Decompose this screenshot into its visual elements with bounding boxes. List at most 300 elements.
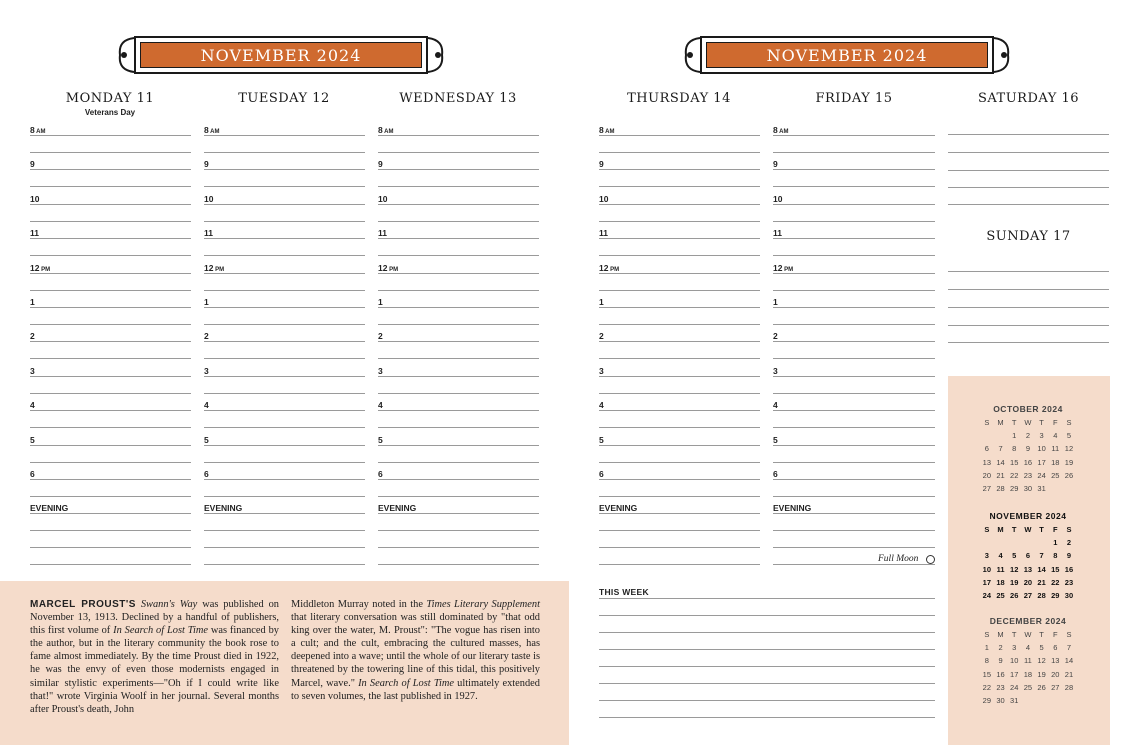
- writing-line: [30, 445, 191, 446]
- writing-line: [773, 564, 935, 565]
- writing-line: [204, 513, 365, 514]
- writing-line: [30, 290, 191, 291]
- writing-line: [599, 324, 760, 325]
- calendar-day: 30: [1064, 591, 1074, 601]
- calendar-day: 8: [984, 656, 989, 666]
- weekday-initial: T: [1039, 525, 1044, 534]
- calendar-day: 16: [1023, 457, 1033, 467]
- writing-line: [30, 376, 191, 377]
- writing-line: [773, 513, 935, 514]
- hour-label: 11: [773, 228, 782, 239]
- writing-line: [378, 221, 539, 222]
- calendar-title: NOVEMBER 2024: [989, 511, 1067, 521]
- calendar-day: 6: [1025, 551, 1030, 561]
- writing-line: [204, 186, 365, 187]
- calendar-day: 14: [996, 457, 1005, 467]
- hour-label: 12 PM: [30, 262, 51, 273]
- hour-label: 10: [30, 193, 40, 204]
- writing-line: [204, 427, 365, 428]
- writing-line: [204, 290, 365, 291]
- writing-line: [599, 632, 935, 633]
- note-title-2: In Search of Lost Time: [113, 625, 208, 637]
- writing-line: [378, 547, 539, 548]
- writing-line: [599, 273, 760, 274]
- calendar-day: 21: [1064, 669, 1074, 679]
- writing-line: [599, 717, 935, 718]
- calendar-day: 5: [1039, 643, 1044, 653]
- hour-label: 11: [378, 228, 387, 239]
- calendar-day: 24: [982, 591, 992, 601]
- writing-line: [204, 393, 365, 394]
- calendar-day: 18: [996, 577, 1005, 587]
- hour-label: 3: [30, 365, 35, 376]
- writing-line: [30, 135, 191, 136]
- writing-line: [773, 221, 935, 222]
- writing-line: [599, 358, 760, 359]
- writing-line: [599, 513, 760, 514]
- writing-line: [599, 376, 760, 377]
- hour-label: 12 PM: [773, 262, 794, 273]
- writing-line: [378, 445, 539, 446]
- calendar-day: [1007, 536, 1021, 549]
- calendar-day: [994, 429, 1008, 442]
- writing-line: [378, 238, 539, 239]
- writing-line: [378, 169, 539, 170]
- calendar-day: 28: [996, 484, 1005, 494]
- hour-label: 2: [204, 331, 209, 342]
- weekday-initial: S: [984, 630, 990, 639]
- writing-line: [599, 649, 935, 650]
- writing-line: [773, 186, 935, 187]
- calendar-day: 6: [1053, 643, 1058, 653]
- calendar-day: 11: [1024, 656, 1032, 666]
- calendar-day: 19: [1037, 669, 1046, 679]
- mini-calendar-october: [980, 404, 1076, 495]
- weekday-initial: W: [1024, 525, 1032, 534]
- calendar-day: 20: [1051, 669, 1060, 679]
- calendar-day: [1021, 536, 1035, 549]
- hour-label: 3: [204, 365, 209, 376]
- weekday-initial: T: [1039, 418, 1044, 427]
- calendar-day: 15: [1010, 457, 1019, 467]
- writing-line: [773, 410, 935, 411]
- sunday-notes[interactable]: [948, 262, 1109, 352]
- calendar-day: 2: [998, 643, 1003, 653]
- left-banner-title: NOVEMBER 2024: [140, 42, 422, 68]
- writing-line: [948, 289, 1109, 290]
- note-text-1b: was financed by the author, but in the literary community the book rose to fame almost immediately. By the time Proust died in 1922, he was the envy of even those modernists engaged in similar stylistic experiments—"Oh if I could write like that!" wrote Virginia Woolf in her journal. Several months after Proust's death, John: [30, 625, 279, 715]
- hour-label: 8 AM: [30, 125, 46, 135]
- day-column-thursday[interactable]: [599, 124, 760, 569]
- hour-label: 9: [599, 159, 604, 170]
- calendar-day: 17: [982, 577, 992, 587]
- hour-label: 12 PM: [378, 262, 399, 273]
- weekday-initial: S: [1066, 630, 1072, 639]
- mini-calendar-november: [980, 511, 1076, 602]
- writing-line: [378, 186, 539, 187]
- writing-line: [30, 169, 191, 170]
- writing-line: [599, 427, 760, 428]
- calendar-day: 30: [1023, 484, 1033, 494]
- hour-label: 2: [30, 331, 35, 342]
- calendar-day: 16: [996, 669, 1005, 679]
- note-text-2c: ultimately extended to seven volumes, the last published in 1927.: [291, 677, 540, 702]
- writing-line: [378, 358, 539, 359]
- writing-line: [204, 169, 365, 170]
- writing-line: [204, 376, 365, 377]
- weekday-initial: T: [1011, 630, 1017, 639]
- calendar-day: 4: [998, 551, 1003, 561]
- hour-label: 6: [30, 469, 35, 479]
- calendar-day: 19: [1064, 457, 1074, 467]
- calendar-day: 4: [1053, 431, 1058, 441]
- hour-label: 6: [204, 469, 209, 479]
- writing-line: [204, 324, 365, 325]
- hour-label: 1: [773, 297, 778, 307]
- writing-line: [773, 358, 935, 359]
- note-title-1: Swann's Way: [140, 599, 198, 610]
- hour-label: 2: [378, 331, 383, 342]
- calendar-day: 7: [1039, 551, 1044, 561]
- calendar-day: 24: [1037, 470, 1046, 480]
- writing-line: [204, 204, 365, 205]
- calendar-day: 4: [1025, 643, 1030, 653]
- writing-line: [773, 204, 935, 205]
- writing-line: [378, 427, 539, 428]
- mini-calendar-december: [980, 616, 1076, 707]
- writing-line: [773, 547, 935, 548]
- day-header-friday: FRIDAY 15: [815, 91, 893, 106]
- calendar-day: 27: [1023, 591, 1033, 601]
- writing-line: [773, 324, 935, 325]
- writing-line: [948, 152, 1109, 153]
- calendar-day: 2: [1066, 538, 1072, 548]
- hour-label: 5: [378, 434, 383, 445]
- writing-line: [773, 255, 935, 256]
- hour-label: 3: [599, 365, 604, 376]
- hour-label: 9: [30, 159, 35, 170]
- writing-line: [30, 341, 191, 342]
- calendar-day: [1062, 694, 1076, 707]
- calendar-title: OCTOBER 2024: [993, 404, 1063, 414]
- day-header-tuesday: TUESDAY 12: [238, 91, 330, 106]
- hour-label: 9: [773, 159, 778, 170]
- writing-line: [378, 393, 539, 394]
- writing-line: [204, 462, 365, 463]
- hour-label: 1: [30, 297, 35, 307]
- writing-line: [378, 513, 539, 514]
- hour-label: 4: [378, 400, 383, 411]
- writing-line: [30, 204, 191, 205]
- weekday-initial: S: [1066, 418, 1072, 427]
- this-week-notes[interactable]: [599, 598, 935, 723]
- writing-line: [204, 152, 365, 153]
- writing-line: [599, 547, 760, 548]
- calendar-day: [994, 536, 1008, 549]
- day-column-tuesday[interactable]: [204, 124, 365, 569]
- calendar-day: 3: [984, 551, 989, 561]
- writing-line: [378, 530, 539, 531]
- hour-label: 5: [204, 434, 209, 445]
- writing-line: [204, 273, 365, 274]
- right-banner-title: NOVEMBER 2024: [706, 42, 988, 68]
- writing-line: [599, 666, 935, 667]
- day-column-monday[interactable]: [30, 124, 191, 569]
- hour-label: 4: [204, 400, 209, 411]
- calendar-day: 22: [982, 682, 992, 692]
- writing-line: [378, 324, 539, 325]
- writing-line: [599, 598, 935, 599]
- calendar-day: 22: [1010, 470, 1019, 480]
- writing-line: [204, 255, 365, 256]
- writing-line: [30, 410, 191, 411]
- calendar-day: 2: [1025, 431, 1030, 441]
- writing-line: [378, 204, 539, 205]
- calendar-day: 29: [1010, 484, 1019, 494]
- saturday-notes[interactable]: [948, 124, 1109, 214]
- calendar-day: 7: [1066, 643, 1072, 653]
- calendar-day: 20: [1023, 577, 1033, 587]
- writing-line: [599, 462, 760, 463]
- hour-label: 4: [30, 400, 35, 411]
- note-title-4: In Search of Lost Time: [358, 677, 455, 689]
- writing-line: [30, 479, 191, 480]
- writing-line: [30, 238, 191, 239]
- calendar-day: 5: [1012, 551, 1017, 561]
- calendar-day: 25: [1023, 682, 1033, 692]
- writing-line: [599, 615, 935, 616]
- calendar-day: 13: [1023, 564, 1033, 574]
- calendar-day: [980, 429, 994, 442]
- calendar-day: 17: [1037, 457, 1046, 467]
- note-lead: MARCEL PROUST'S: [30, 599, 136, 610]
- writing-line: [30, 255, 191, 256]
- writing-line: [599, 393, 760, 394]
- weekday-initial: S: [984, 418, 990, 427]
- calendar-day: [1035, 694, 1049, 707]
- day-column-friday[interactable]: [773, 124, 935, 569]
- hour-label: 4: [599, 400, 604, 411]
- writing-line: [773, 290, 935, 291]
- writing-line: [599, 238, 760, 239]
- calendar-day: 26: [1037, 682, 1046, 692]
- writing-line: [30, 273, 191, 274]
- hour-label: 5: [599, 434, 604, 445]
- writing-line: [30, 324, 191, 325]
- hour-label: 11: [204, 228, 213, 239]
- calendar-day: 5: [1066, 431, 1072, 441]
- writing-line: [204, 135, 365, 136]
- writing-line: [773, 479, 935, 480]
- evening-label: EVENING: [30, 503, 69, 514]
- evening-label: EVENING: [773, 503, 812, 514]
- weekday-initial: M: [997, 418, 1004, 427]
- writing-line: [948, 187, 1109, 188]
- writing-line: [599, 479, 760, 480]
- writing-line: [30, 221, 191, 222]
- note-column-2: [291, 598, 540, 703]
- weekday-initial: W: [1024, 418, 1032, 427]
- writing-line: [204, 496, 365, 497]
- writing-line: [773, 445, 935, 446]
- calendar-day: 9: [1025, 444, 1030, 454]
- writing-line: [30, 564, 191, 565]
- calendar-day: 31: [1010, 696, 1019, 706]
- hour-label: 8 AM: [599, 125, 615, 135]
- writing-line: [948, 271, 1109, 272]
- calendar-day: 13: [1051, 656, 1060, 666]
- calendar-day: 11: [1051, 444, 1060, 454]
- day-header-wednesday: WEDNESDAY 13: [399, 91, 517, 106]
- calendar-day: 18: [1051, 457, 1060, 467]
- writing-line: [378, 564, 539, 565]
- writing-line: [30, 307, 191, 308]
- writing-line: [599, 564, 760, 565]
- writing-line: [204, 564, 365, 565]
- calendar-day: 8: [1053, 551, 1058, 561]
- weekday-initial: F: [1052, 525, 1058, 534]
- writing-line: [378, 376, 539, 377]
- writing-line: [378, 290, 539, 291]
- writing-line: [773, 427, 935, 428]
- calendar-day: 14: [1037, 564, 1046, 574]
- calendar-day: 23: [996, 682, 1005, 692]
- writing-line: [773, 376, 935, 377]
- evening-label: EVENING: [204, 503, 243, 514]
- weekday-initial: T: [1039, 630, 1044, 639]
- writing-line: [599, 445, 760, 446]
- weekday-initial: F: [1052, 630, 1058, 639]
- right-month-banner: [680, 30, 1014, 80]
- writing-line: [378, 410, 539, 411]
- calendar-day: [1035, 536, 1049, 549]
- writing-line: [773, 341, 935, 342]
- writing-line: [378, 135, 539, 136]
- hour-label: 10: [599, 193, 609, 204]
- calendar-day: 12: [1010, 564, 1019, 574]
- writing-line: [378, 273, 539, 274]
- calendar-day: [1048, 482, 1062, 495]
- writing-line: [599, 307, 760, 308]
- note-column-1: [30, 598, 279, 716]
- writing-line: [773, 169, 935, 170]
- hour-label: 5: [773, 434, 778, 445]
- writing-line: [378, 255, 539, 256]
- writing-line: [599, 496, 760, 497]
- calendar-day: 26: [1010, 591, 1019, 601]
- hour-label: 6: [773, 469, 778, 479]
- writing-line: [204, 410, 365, 411]
- hour-label: 6: [599, 469, 604, 479]
- calendar-day: [1062, 482, 1076, 495]
- calendar-day: [980, 536, 994, 549]
- hour-label: 2: [773, 331, 778, 342]
- hour-label: 2: [599, 331, 604, 342]
- writing-line: [948, 204, 1109, 205]
- calendar-day: 3: [1039, 431, 1044, 441]
- hour-label: 1: [378, 297, 383, 307]
- calendar-day: 6: [984, 444, 989, 454]
- writing-line: [30, 513, 191, 514]
- writing-line: [599, 204, 760, 205]
- writing-line: [378, 496, 539, 497]
- writing-line: [204, 238, 365, 239]
- weekday-initial: S: [984, 525, 990, 534]
- writing-line: [948, 307, 1109, 308]
- weekday-initial: T: [1011, 418, 1017, 427]
- day-header-saturday: SATURDAY 16: [977, 91, 1080, 106]
- hour-label: 1: [204, 297, 209, 307]
- calendar-day: 29: [1051, 591, 1060, 601]
- hour-label: 4: [773, 400, 778, 411]
- hour-label: 12 PM: [599, 262, 620, 273]
- weekday-initial: W: [1024, 630, 1032, 639]
- calendar-day: 27: [982, 484, 992, 494]
- writing-line: [378, 152, 539, 153]
- calendar-day: 17: [1010, 669, 1019, 679]
- calendar-day: 22: [1051, 577, 1060, 587]
- hour-label: 9: [204, 159, 209, 170]
- hour-label: 8 AM: [773, 125, 789, 135]
- writing-line: [204, 307, 365, 308]
- weekday-initial: M: [997, 630, 1004, 639]
- evening-label: EVENING: [378, 503, 417, 514]
- writing-line: [204, 530, 365, 531]
- weekday-initial: M: [997, 525, 1004, 534]
- calendar-day: 29: [982, 696, 992, 706]
- day-header-monday: MONDAY 11: [65, 91, 155, 106]
- calendar-day: 18: [1023, 669, 1033, 679]
- calendar-day: 28: [1064, 682, 1074, 692]
- calendar-day: [1048, 694, 1062, 707]
- full-moon-label: Full Moon: [878, 554, 919, 564]
- calendar-day: 20: [982, 470, 992, 480]
- note-text-2a: Middleton Murray noted in the: [291, 599, 427, 610]
- calendar-day: 28: [1037, 591, 1046, 601]
- writing-line: [30, 427, 191, 428]
- hour-label: 6: [378, 469, 383, 479]
- calendar-day: 13: [982, 457, 992, 467]
- hour-label: 10: [204, 193, 214, 204]
- writing-line: [599, 530, 760, 531]
- calendar-day: 25: [1051, 470, 1060, 480]
- calendar-day: 10: [982, 564, 992, 574]
- writing-line: [773, 238, 935, 239]
- writing-line: [30, 462, 191, 463]
- calendar-day: 25: [996, 591, 1005, 601]
- calendar-day: 9: [998, 656, 1003, 666]
- hour-label: 8 AM: [378, 125, 394, 135]
- calendar-day: 8: [1012, 444, 1017, 454]
- writing-line: [204, 547, 365, 548]
- calendar-day: 1: [1053, 538, 1058, 548]
- writing-line: [30, 530, 191, 531]
- calendar-day: [1021, 694, 1035, 707]
- calendar-title: DECEMBER 2024: [989, 616, 1067, 626]
- writing-line: [378, 341, 539, 342]
- calendar-day: 21: [1037, 577, 1046, 587]
- calendar-day: 14: [1064, 656, 1074, 666]
- calendar-day: 3: [1012, 643, 1017, 653]
- writing-line: [773, 307, 935, 308]
- writing-line: [204, 479, 365, 480]
- hour-label: 10: [378, 193, 388, 204]
- calendar-day: 21: [996, 470, 1005, 480]
- day-column-wednesday[interactable]: [378, 124, 539, 569]
- writing-line: [773, 530, 935, 531]
- calendar-day: 1: [984, 643, 989, 653]
- writing-line: [773, 135, 935, 136]
